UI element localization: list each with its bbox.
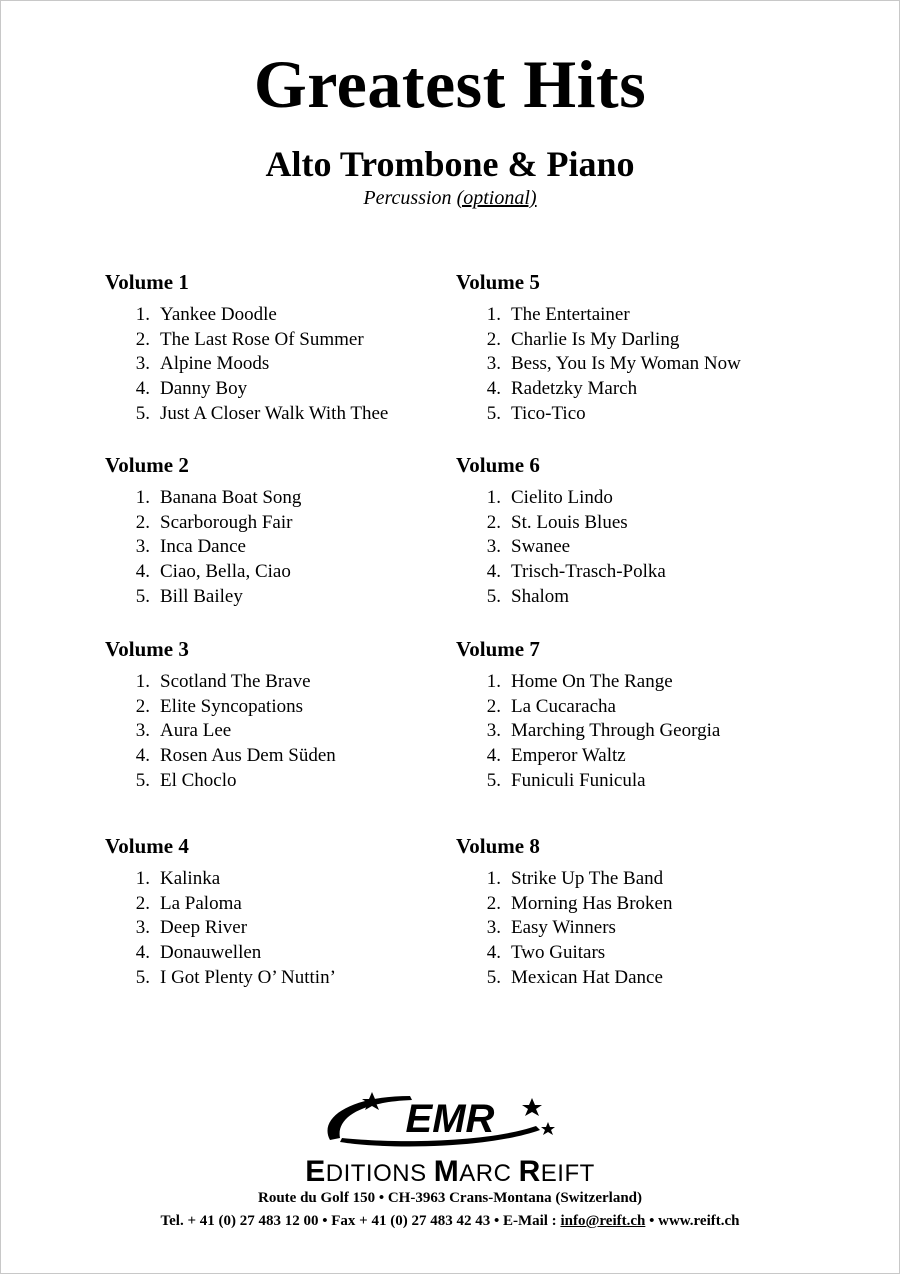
song-item (456, 303, 796, 328)
song-title: Inca Dance (160, 536, 246, 558)
song-item (456, 560, 796, 585)
song-title: Shalom (511, 585, 570, 607)
song-title: Easy Winners (511, 917, 616, 939)
song-title: Scarborough Fair (160, 511, 293, 533)
song-number: 4. (486, 561, 501, 583)
song-title: Just A Closer Walk With Thee (160, 402, 389, 424)
song-number: 3. (135, 720, 150, 742)
song-number: 3. (135, 917, 150, 939)
song-item (456, 695, 796, 720)
song-number: 1. (135, 304, 150, 325)
song-number: 1. (135, 487, 150, 508)
song-title: La Paloma (160, 892, 242, 914)
song-item (456, 352, 796, 377)
volume-heading: Volume 7 (456, 637, 540, 661)
song-number: 5. (135, 585, 150, 607)
song-item (456, 511, 796, 536)
song-number: 5. (486, 402, 501, 424)
publisher-part-arc: ARC (459, 1160, 519, 1187)
song-title: I Got Plenty O’ Nuttin’ (160, 966, 336, 988)
publisher-name (0, 1155, 900, 1188)
song-number: 5. (486, 769, 501, 791)
song-item (105, 402, 445, 427)
song-item (105, 966, 445, 991)
song-item (105, 303, 445, 328)
song-list (105, 867, 445, 991)
song-item (105, 585, 445, 610)
song-number: 2. (135, 511, 150, 533)
song-item (105, 377, 445, 402)
song-item (105, 511, 445, 536)
song-number: 4. (135, 942, 150, 964)
song-number: 5. (135, 769, 150, 791)
song-number: 1. (486, 487, 501, 508)
song-title: La Cucaracha (511, 695, 616, 717)
song-number: 1. (486, 304, 501, 325)
publisher-initial-e: E (305, 1155, 326, 1188)
song-item (105, 892, 445, 917)
song-title: The Entertainer (511, 304, 630, 325)
song-item (105, 916, 445, 941)
song-item (456, 402, 796, 427)
song-number: 2. (486, 511, 501, 533)
song-title: Banana Boat Song (160, 487, 302, 508)
song-number: 4. (135, 561, 150, 583)
song-title: Bill Bailey (160, 585, 243, 607)
volume-heading: Volume 5 (456, 270, 540, 294)
song-title: Bess, You Is My Woman Now (511, 353, 741, 375)
song-title: Cielito Lindo (511, 487, 613, 508)
song-number: 4. (135, 378, 150, 400)
song-number: 1. (486, 671, 501, 692)
song-item (105, 719, 445, 744)
publisher-part-eift: EIFT (540, 1160, 595, 1187)
song-number: 2. (486, 328, 501, 350)
publisher-part-ditions: DITIONS (325, 1160, 434, 1187)
publisher-address: Route du Golf 150 • CH-3963 Crans-Montana (Switzerland) (258, 1190, 642, 1206)
song-title: Home On The Range (511, 671, 673, 692)
song-title: St. Louis Blues (511, 511, 628, 533)
song-title: Danny Boy (160, 378, 248, 400)
song-number: 4. (486, 942, 501, 964)
contact-phone-fax: Tel. + 41 (0) 27 483 12 00 • Fax + 41 (0) 27 483 42 43 • E-Mail : (160, 1213, 561, 1229)
song-title: Yankee Doodle (160, 304, 277, 325)
song-title: Funiculi Funicula (511, 769, 646, 791)
song-item (105, 560, 445, 585)
song-title: El Choclo (160, 769, 237, 791)
email-link[interactable]: info@reift.ch (560, 1213, 646, 1229)
song-list (456, 670, 796, 794)
volume-5 (456, 269, 796, 427)
song-title: Trisch-Trasch-Polka (511, 561, 666, 583)
song-title: Radetzky March (511, 378, 638, 400)
emr-logo (300, 1088, 600, 1152)
star-icon (522, 1098, 542, 1116)
song-number: 3. (486, 917, 501, 939)
publisher-contact (0, 1211, 900, 1231)
volume-6 (456, 452, 796, 610)
star-icon (541, 1122, 555, 1135)
song-item (105, 941, 445, 966)
song-title: Strike Up The Band (511, 868, 664, 889)
volume-heading: Volume 8 (456, 834, 540, 858)
song-title: Ciao, Bella, Ciao (160, 561, 291, 583)
song-item (105, 744, 445, 769)
song-item (456, 941, 796, 966)
song-title: Swanee (511, 536, 571, 558)
volume-heading: Volume 3 (105, 637, 189, 661)
song-title: Alpine Moods (160, 353, 270, 375)
song-item (456, 377, 796, 402)
song-item (456, 486, 796, 511)
song-list (105, 303, 445, 427)
song-number: 2. (135, 892, 150, 914)
song-title: Marching Through Georgia (511, 720, 721, 742)
song-title: Deep River (160, 917, 248, 939)
song-list (456, 303, 796, 427)
song-number: 3. (135, 536, 150, 558)
volume-3 (105, 636, 445, 794)
song-title: Two Guitars (511, 942, 606, 964)
song-item (456, 670, 796, 695)
volume-7 (456, 636, 796, 794)
volume-heading: Volume 2 (105, 453, 189, 477)
song-number: 1. (486, 868, 501, 889)
song-title: Elite Syncopations (160, 695, 304, 717)
song-number: 5. (135, 402, 150, 424)
song-item (105, 769, 445, 794)
song-number: 3. (486, 353, 501, 375)
publisher-initial-m: M (433, 1155, 460, 1188)
song-item (456, 966, 796, 991)
page-subtitle: Alto Trombone & Piano (265, 144, 635, 184)
volume-1 (105, 269, 445, 427)
song-item (456, 719, 796, 744)
song-title: The Last Rose Of Summer (160, 328, 364, 350)
song-list (105, 670, 445, 794)
song-number: 4. (486, 378, 501, 400)
volume-8 (456, 833, 796, 991)
song-item (456, 916, 796, 941)
song-number: 5. (486, 585, 501, 607)
song-list (105, 486, 445, 610)
song-number: 5. (135, 966, 150, 988)
optional-label: (optional) (456, 187, 537, 209)
percussion-label: Percussion (363, 187, 452, 209)
song-list (456, 486, 796, 610)
percussion-note (0, 185, 900, 211)
volume-heading: Volume 6 (456, 453, 540, 477)
song-title: Charlie Is My Darling (511, 328, 680, 350)
song-item (105, 352, 445, 377)
song-title: Rosen Aus Dem Süden (160, 745, 336, 767)
song-item (456, 535, 796, 560)
page-title: Greatest Hits (253, 46, 647, 122)
song-title: Scotland The Brave (160, 671, 311, 692)
song-item (105, 486, 445, 511)
song-title: Emperor Waltz (511, 745, 626, 767)
volume-4 (105, 833, 445, 991)
song-item (456, 585, 796, 610)
song-number: 2. (486, 695, 501, 717)
website-text: • www.reift.ch (645, 1213, 740, 1229)
song-title: Tico-Tico (511, 402, 586, 424)
song-number: 3. (486, 536, 501, 558)
volume-heading: Volume 4 (105, 834, 189, 858)
song-item (105, 867, 445, 892)
publisher-initial-r: R (518, 1155, 541, 1188)
song-number: 2. (135, 695, 150, 717)
song-item (456, 744, 796, 769)
song-item (456, 769, 796, 794)
song-number: 4. (486, 745, 501, 767)
song-number: 2. (135, 328, 150, 350)
song-title: Aura Lee (160, 720, 232, 742)
song-title: Donauwellen (160, 942, 262, 964)
song-number: 1. (135, 868, 150, 889)
song-number: 4. (135, 745, 150, 767)
song-item (456, 328, 796, 353)
song-item (105, 328, 445, 353)
song-title: Mexican Hat Dance (511, 966, 663, 988)
song-number: 3. (135, 353, 150, 375)
song-item (456, 892, 796, 917)
volume-2 (105, 452, 445, 610)
song-item (105, 670, 445, 695)
logo-text: EMR (405, 1097, 495, 1141)
song-list (456, 867, 796, 991)
song-number: 3. (486, 720, 501, 742)
volume-heading: Volume 1 (105, 270, 189, 294)
song-title: Morning Has Broken (511, 892, 673, 914)
song-item (456, 867, 796, 892)
song-number: 1. (135, 671, 150, 692)
song-title: Kalinka (160, 868, 221, 889)
song-number: 2. (486, 892, 501, 914)
emr-logo-graphic (300, 1088, 600, 1152)
song-item (105, 695, 445, 720)
song-item (105, 535, 445, 560)
song-number: 5. (486, 966, 501, 988)
